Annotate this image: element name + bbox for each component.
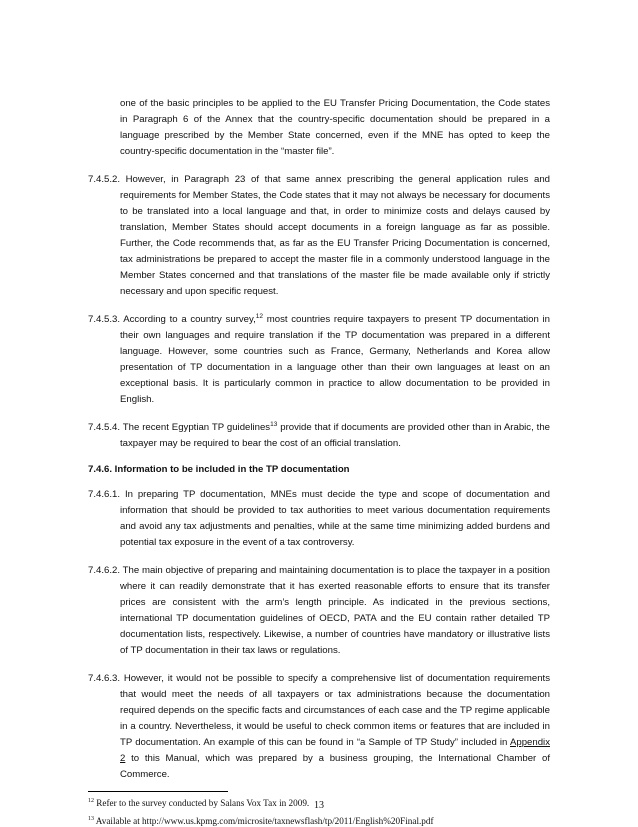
footnote-divider — [88, 791, 228, 792]
paragraph-7-4-6-3 — [88, 671, 550, 783]
paragraph-text-b: to this Manual, which was prepared by a business grouping, the International Chamber of Commerce. — [120, 753, 550, 780]
paragraph-number: 7.4.6.3. — [88, 673, 121, 684]
paragraph-text: In preparing TP documentation, MNEs must decide the type and scope of documentation and information that should be provided to tax authorities to meet various documentation requirements and avoid any tax adjustments and penalties, while at the same time minimizing added burdens and potential tax exposure in the event of a tax controversy. — [120, 489, 550, 548]
page-number: 13 — [314, 800, 324, 811]
paragraph-text-a: According to a country survey, — [123, 314, 256, 325]
paragraph-number: 7.4.5.2. — [88, 174, 121, 185]
paragraph-text: However, in Paragraph 23 of that same annex prescribing the general application rules and requirements for Member States, the Code states that it may not always be necessary for documents to be translated into a local language and that, in order to minimize costs and delays caused by translation, Member States should accept documents in a foreign language as far as possible. Further, the Code recommends that, as far as the EU Transfer Pricing Documentation is concerned, tax administrations be prepared to accept the master file in a commonly understood language in the Member States concerned and that translations of the master file be made available only if strictly necessary and upon specific request. — [120, 174, 550, 297]
intro-paragraph — [120, 96, 550, 160]
paragraph-7-4-5-2 — [88, 172, 550, 300]
footnote-number: 12 — [88, 797, 94, 804]
paragraph-number: 7.4.6.1. — [88, 489, 121, 500]
paragraph-text-a: However, it would not be possible to specify a comprehensive list of documentation requirements that would meet the needs of all taxpayers or tax administrations because the documentation required depends on the specific facts and circumstances of each case and the TP regime applicable in a country. Nevertheless, it would be useful to check common items or features that are included in TP documentation. An example of this can be found in “a Sample of TP Study” included in — [120, 673, 550, 748]
paragraph-number: 7.4.6.2. — [88, 565, 121, 576]
intro-text: one of the basic principles to be applied to the EU Transfer Pricing Documentation, the Code states in Paragraph 6 of the Annex that the country-specific documentation should be prepared in a language prescribed by the Member State concerned, even if the MNE has opted to keep the country-specific documentation in the “master file”. — [120, 98, 550, 157]
appendix-link[interactable]: Appendix 2 — [120, 737, 550, 764]
footnote-13 — [88, 815, 434, 827]
paragraph-number: 7.4.5.3. — [88, 314, 121, 325]
footnote-text: Refer to the survey conducted by Salans Vox Tax in 2009. — [94, 798, 310, 808]
footnote-text: Available at http://www.us.kpmg.com/microsite/taxnewsflash/tp/2011/English%20Final.pdf — [94, 816, 434, 826]
footnote-ref-13[interactable]: 13 — [270, 420, 278, 428]
footnote-number: 13 — [88, 815, 94, 822]
paragraph-7-4-5-3 — [88, 312, 550, 408]
footnote-ref-12[interactable]: 12 — [255, 312, 264, 320]
paragraph-text-a: The recent Egyptian TP guidelines — [122, 422, 271, 433]
paragraph-text-b: provide that if documents are provided other than in Arabic, the taxpayer may be required to bear the cost of an official translation. — [120, 422, 550, 449]
paragraph-7-4-6-1 — [88, 487, 550, 551]
paragraph-text: The main objective of preparing and maintaining documentation is to place the taxpayer in a position where it can readily demonstrate that it has exerted reasonable efforts to ensure that its transfer prices are consistent with the arm’s length principle. As indicated in the previous sections, international TP documentation guidelines of OECD, PATA and the EU contain rather detailed TP documentation lists, respectively. Likewise, a number of countries have mandatory or illustrative lists of TP documentation in their tax laws or regulations. — [120, 565, 550, 656]
paragraph-number: 7.4.5.4. — [88, 422, 121, 433]
paragraph-7-4-6-2 — [88, 563, 550, 659]
section-heading: 7.4.6. Information to be included in the TP documentation — [88, 464, 350, 475]
paragraph-text-b: most countries require taxpayers to present TP documentation in their own languages and require translation if the TP documentation was prepared in a different language. However, some countries such as France, Germany, Netherlands and Korea allow presentation of TP documentation in a language other than their own languages at least on an exceptional basis. It is particularly common in practice to allow documentation to be provided in English. — [120, 314, 550, 405]
paragraph-7-4-5-4 — [88, 420, 550, 452]
